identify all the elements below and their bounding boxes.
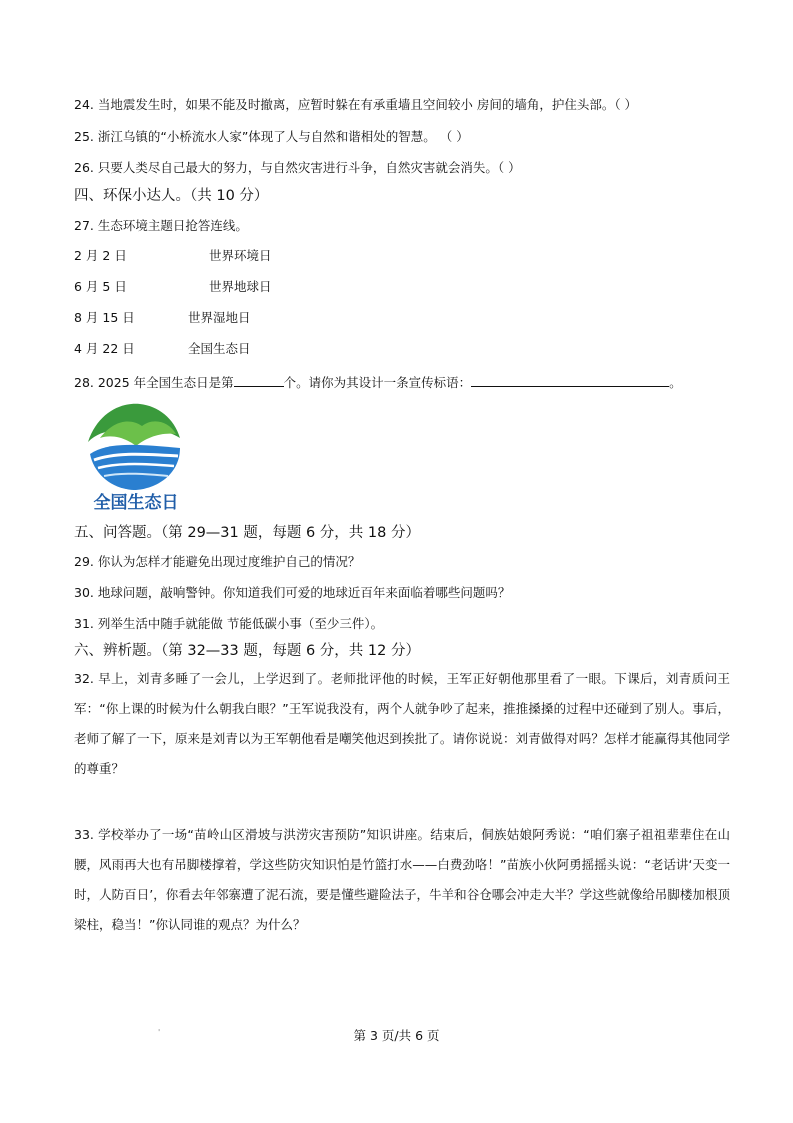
question-25: 25. 浙江乌镇的“小桥流水人家”体现了人与自然和谐相处的智慧。 （ ） [74, 129, 469, 144]
q28-end: 。 [669, 375, 682, 390]
q28-mid: 个。请你为其设计一条宣传标语： [283, 375, 472, 390]
section-4-heading: 四、环保小达人。（共 10 分） [74, 188, 269, 204]
q28-prefix: 28. 2025 年全国生态日是第 [74, 375, 234, 390]
q28-number-blank[interactable] [234, 373, 284, 387]
stray-mark: ' [158, 1028, 161, 1037]
question-33: 33. 学校举办了一场“苗岭山区滑坡与洪涝灾害预防”知识讲座。结束后，侗族姑娘阿秀说：“咱们寨子祖祖辈辈住在山腰，风雨再大也有吊脚楼撑着，学这些防灾知识怕是竹篮打水——白费劲咯！”苗族小伙阿勇摇摇头说：“老话讲‘天变一时，人防百日’，你看去年邻寨遭了泥石流，要是懂些避险法子，牛羊和谷仓哪会冲走大半？学这些就像给吊脚楼加根顶梁柱，稳当！”你认同谁的观点？为什么？ [74, 827, 730, 932]
page-footer: 第 3 页/共 6 页 [353, 1028, 440, 1043]
q28-slogan-blank[interactable] [471, 373, 669, 387]
match-date-2: 6 月 5 日 [74, 279, 127, 294]
section-5-heading: 五、问答题。（第 29—31 题，每题 6 分，共 18 分） [74, 525, 420, 541]
question-24: 24. 当地震发生时，如果不能及时撤离，应暂时躲在有承重墙且空间较小 房间的墙角，护住头部。（ ） [74, 97, 638, 112]
ecology-logo-icon [80, 398, 192, 514]
match-day-2: 世界地球日 [209, 279, 272, 294]
question-28 [74, 373, 682, 391]
match-day-4: 全国生态日 [188, 341, 251, 356]
section-6-heading: 六、辨析题。（第 32—33 题，每题 6 分，共 12 分） [74, 643, 420, 659]
question-32: 32. 早上，刘青多睡了一会儿，上学迟到了。老师批评他的时候，王军正好朝他那里看了一眼。下课后，刘青质问王军：“你上课的时候为什么朝我白眼？”王军说我没有，两个人就争吵了起来，推推搡搡的过程中还碰到了别人。事后，老师了解了一下，原来是刘青以为王军朝他看是嘲笑他迟到挨批了。请你说说：刘青做得对吗？怎样才能赢得其他同学的尊重？ [74, 671, 730, 776]
match-day-3: 世界湿地日 [188, 310, 251, 325]
national-ecology-day-logo [80, 398, 192, 514]
question-29: 29. 你认为怎样才能避免出现过度维护自己的情况？ [74, 554, 361, 569]
logo-text: 全国生态日 [93, 493, 179, 513]
question-27: 27. 生态环境主题日抢答连线。 [74, 218, 248, 233]
question-30: 30. 地球问题，敲响警钟。你知道我们可爱的地球近百年来面临着哪些问题吗？ [74, 585, 511, 600]
question-26: 26. 只要人类尽自己最大的努力，与自然灾害进行斗争，自然灾害就会消失。（ ） [74, 160, 521, 175]
match-date-3: 8 月 15 日 [74, 310, 135, 325]
match-date-4: 4 月 22 日 [74, 341, 135, 356]
match-date-1: 2 月 2 日 [74, 248, 127, 263]
question-31: 31. 列举生活中随手就能做 节能低碳小事（至少三件）。 [74, 616, 384, 631]
match-day-1: 世界环境日 [209, 248, 272, 263]
